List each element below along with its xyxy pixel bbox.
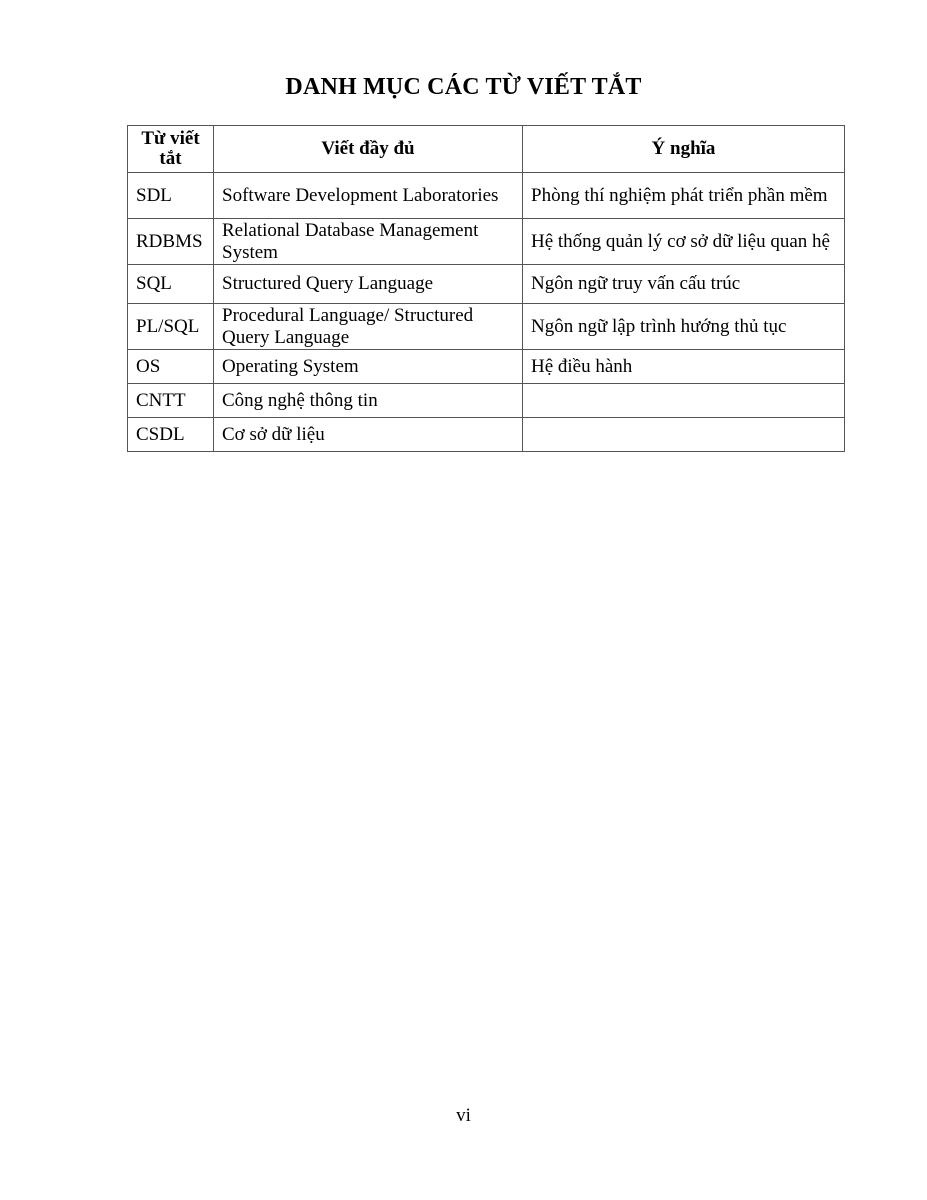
table-row: [128, 384, 845, 418]
cell-full-name: Cơ sở dữ liệu: [214, 418, 523, 452]
cell-full-name: Operating System: [214, 350, 523, 384]
cell-abbreviation: RDBMS: [128, 219, 214, 265]
cell-abbreviation: SQL: [128, 265, 214, 304]
cell-meaning: Hệ thống quản lý cơ sở dữ liệu quan hệ: [523, 219, 845, 265]
cell-meaning: Ngôn ngữ lập trình hướng thủ tục: [523, 304, 845, 350]
header-meaning: Ý nghĩa: [523, 126, 845, 173]
table-row: [128, 265, 845, 304]
cell-full-name: Software Development Laboratories: [214, 173, 523, 219]
table-row: [128, 418, 845, 452]
cell-abbreviation: SDL: [128, 173, 214, 219]
cell-meaning: Phòng thí nghiệm phát triển phần mềm: [523, 173, 845, 219]
abbreviation-table: [127, 125, 845, 452]
cell-meaning: [523, 384, 845, 418]
table-row: [128, 219, 845, 265]
cell-abbreviation: CNTT: [128, 384, 214, 418]
cell-full-name: Procedural Language/ Structured Query Language: [214, 304, 523, 350]
page-number: vi: [456, 1105, 471, 1126]
header-abbreviation: Từ viết tắt: [128, 126, 214, 173]
cell-full-name: Structured Query Language: [214, 265, 523, 304]
table-row: [128, 173, 845, 219]
table-header-row: [128, 126, 845, 173]
cell-abbreviation: PL/SQL: [128, 304, 214, 350]
cell-full-name: Công nghệ thông tin: [214, 384, 523, 418]
page-title: DANH MỤC CÁC TỪ VIẾT TẮT: [285, 74, 642, 100]
cell-full-name: Relational Database Management System: [214, 219, 523, 265]
header-full-name: Viết đầy đủ: [214, 126, 523, 173]
cell-meaning: [523, 418, 845, 452]
table-row: [128, 350, 845, 384]
cell-meaning: Ngôn ngữ truy vấn cấu trúc: [523, 265, 845, 304]
cell-abbreviation: OS: [128, 350, 214, 384]
cell-meaning: Hệ điều hành: [523, 350, 845, 384]
cell-abbreviation: CSDL: [128, 418, 214, 452]
table-row: [128, 304, 845, 350]
